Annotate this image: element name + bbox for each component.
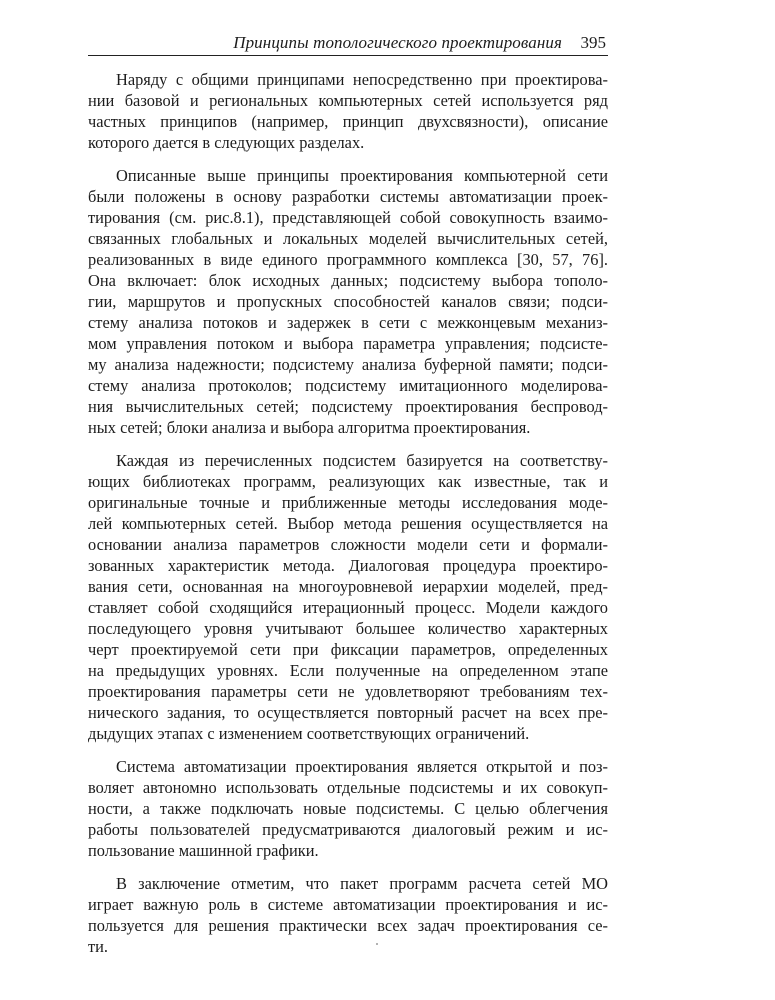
paragraph-1 <box>88 69 608 153</box>
text-line: ния вычислительных сетей; подсистему проектирования беспровод- <box>88 397 608 416</box>
text-line: работы пользователей предусматриваются диалоговый режим и ис- <box>88 820 608 839</box>
paragraph-2 <box>88 165 608 438</box>
paragraph-5 <box>88 873 608 957</box>
text-line: нии базовой и региональных компьютерных сетей используется ряд <box>88 91 608 110</box>
text-line: ных сетей; блоки анализа и выбора алгоритма проектирования. <box>88 418 531 437</box>
text-line: дыдущих этапах с изменением соответствующих ограничений. <box>88 724 530 743</box>
text-line: последующего уровня учитывают большее количество характерных <box>88 619 608 638</box>
text-line: Описанные выше принципы проектирования компьютерной сети <box>116 166 608 185</box>
text-line: проектирования параметры сети не удовлетворяют требованиям тех- <box>88 682 608 701</box>
paragraph-4 <box>88 756 608 861</box>
page-number: 395 <box>580 33 606 52</box>
text-line: му анализа надежности; подсистему анализа буферной памяти; подси- <box>88 355 608 374</box>
text-line: ставляет собой сходящийся итерационный процесс. Модели каждого <box>88 598 608 617</box>
running-header <box>88 33 608 56</box>
text-line: ющих библиотеках программ, реализующих как известные, так и <box>88 472 608 491</box>
body-text <box>88 69 608 969</box>
text-line: пользуется для решения практически всех задач проектирования се- <box>88 916 608 935</box>
text-line: ности, а также подключать новые подсистемы. С целью облегчения <box>88 799 608 818</box>
text-line: В заключение отметим, что пакет программ расчета сетей МО <box>116 874 608 893</box>
text-line: на предыдущих уровнях. Если полученные на определенном этапе <box>88 661 608 680</box>
text-line: вания сети, основанная на многоуровневой иерархии моделей, пред- <box>88 577 608 596</box>
text-line: Каждая из перечисленных подсистем базируется на соответству- <box>116 451 608 470</box>
text-line: черт проектируемой сети при фиксации параметров, определенных <box>88 640 608 659</box>
text-line: гии, маршрутов и пропускных способностей каналов связи; подси- <box>88 292 608 311</box>
text-line: зованных характеристик метода. Диалоговая процедура проектиро- <box>88 556 608 575</box>
running-title: Принципы топологического проектирования <box>233 33 562 52</box>
text-line: стему анализа протоколов; подсистему имитационного моделирова- <box>88 376 608 395</box>
paragraph-3 <box>88 450 608 744</box>
text-line: Система автоматизации проектирования является открытой и поз- <box>116 757 608 776</box>
text-line: частных принципов (например, принцип двухсвязности), описание <box>88 112 608 131</box>
text-line: Она включает: блок исходных данных; подсистему выбора тополо- <box>88 271 608 290</box>
text-line: лей компьютерных сетей. Выбор метода решения осуществляется на <box>88 514 608 533</box>
text-line: реализованных в виде единого программного комплекса [30, 57, 76]. <box>88 250 608 269</box>
text-line: стему анализа потоков и задержек в сети с межконцевым механиз- <box>88 313 608 332</box>
text-line: основании анализа параметров сложности модели сети и формали- <box>88 535 608 554</box>
text-line: тирования (см. рис.8.1), представляющей собой совокупность взаимо- <box>88 208 608 227</box>
text-line: связанных глобальных и локальных моделей вычислительных сетей, <box>88 229 608 248</box>
text-line: ти. <box>88 937 109 956</box>
text-line: играет важную роль в системе автоматизации проектирования и ис- <box>88 895 608 914</box>
scan-speck <box>376 943 378 945</box>
text-line: оригинальные точные и приближенные методы исследования моде- <box>88 493 608 512</box>
text-line: были положены в основу разработки системы автоматизации проек- <box>88 187 608 206</box>
text-line: Наряду с общими принципами непосредственно при проектирова- <box>116 70 608 89</box>
text-line: пользование машинной графики. <box>88 841 319 860</box>
text-line: которого дается в следующих разделах. <box>88 133 365 152</box>
text-line: воляет автономно использовать отдельные подсистемы и их совокуп- <box>88 778 608 797</box>
text-line: нического задания, то осуществляется повторный расчет на всех пре- <box>88 703 608 722</box>
text-line: мом управления потоком и выбора параметра управления; подсисте- <box>88 334 608 353</box>
